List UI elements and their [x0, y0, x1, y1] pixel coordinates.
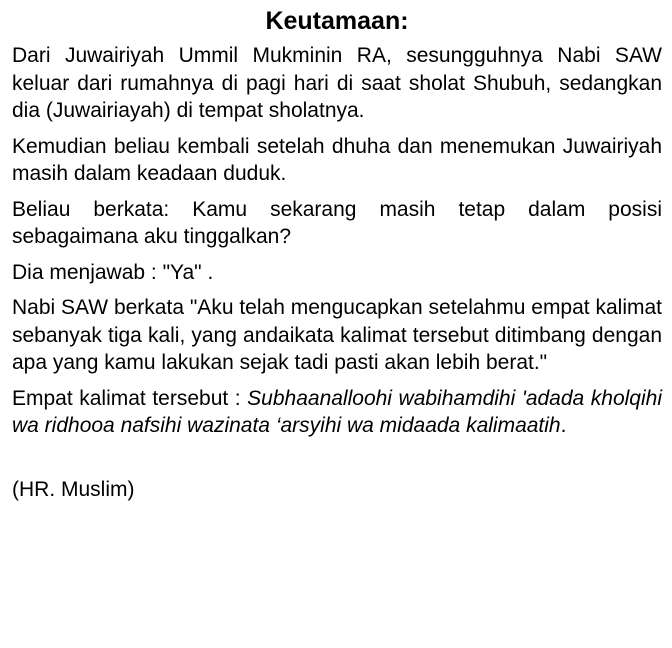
kalimat-dzikir-text: Subhaanalloohi wabihamdihi 'adada kholqihi wa ridhooa nafsihi wazinata ‘arsyihi wa midaada kalimaatih — [12, 386, 662, 437]
spacer — [12, 448, 662, 476]
paragraph-kalimat — [12, 385, 662, 440]
hadith-source: (HR. Muslim) — [12, 477, 135, 501]
page-title: Keutamaan: — [265, 7, 409, 35]
paragraph-return-after-dhuha: Kemudian beliau kembali setelah dhuha dan menemukan Juwairiyah masih dalam keadaan duduk. — [12, 134, 662, 185]
kalimat-suffix: . — [560, 414, 567, 437]
paragraph-question: Beliau berkata: Kamu sekarang masih tetap dalam posisi sebagaimana aku tinggalkan? — [12, 197, 662, 248]
paragraph-juwairiyah-intro: Dari Juwairiyah Ummil Mukminin RA, sesungguhnya Nabi SAW keluar dari rumahnya di pagi hari di saat sholat Shubuh, sedangkan dia (Juwairiayah) di tempat sholatnya. — [12, 44, 662, 122]
paragraph-answer: Dia menjawab : "Ya" . — [12, 260, 214, 284]
kalimat-prefix: Empat kalimat tersebut : — [12, 386, 248, 410]
paragraph-four-phrases: Nabi SAW berkata "Aku telah mengucapkan setelahmu empat kalimat sebanyak tiga kali, yang andaikata kalimat tersebut ditimbang dengan apa yang kamu lakukan sejak tadi pasti akan lebih berat." — [12, 296, 662, 374]
